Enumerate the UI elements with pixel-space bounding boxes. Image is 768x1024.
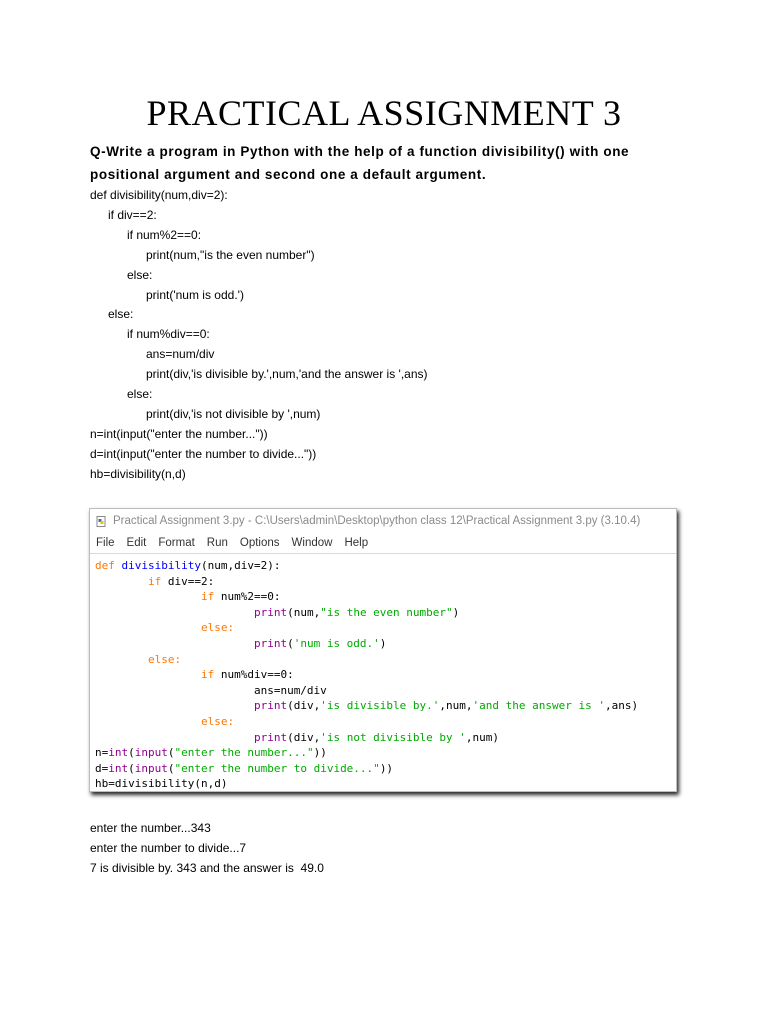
code-line: def divisibility(num,div=2): xyxy=(90,188,228,202)
code-line: if num%div==0: xyxy=(127,327,210,342)
idle-code-line: print('num is odd.') xyxy=(253,636,387,650)
page-title: PRACTICAL ASSIGNMENT 3 xyxy=(146,93,622,133)
idle-window-title: Practical Assignment 3.py - C:\Users\admin\Desktop\python class 12\Practical Assignment 3.py (3.10.4) xyxy=(113,515,641,527)
idle-code-area[interactable] xyxy=(90,554,676,792)
code-line: hb=divisibility(n,d) xyxy=(90,466,186,481)
code-line: ans=num/div xyxy=(146,347,215,362)
idle-code-line: else: xyxy=(200,714,235,728)
python-file-icon xyxy=(96,516,107,527)
menu-options[interactable]: Options xyxy=(239,537,280,549)
idle-title-bar xyxy=(90,509,676,533)
idle-code-line: def divisibility(num,div=2): xyxy=(95,559,281,572)
question-text xyxy=(90,140,690,186)
program-output xyxy=(90,818,324,878)
menu-window[interactable]: Window xyxy=(291,537,333,549)
code-line: else: xyxy=(108,307,134,322)
idle-code-line: ans=num/div xyxy=(253,683,327,697)
menu-edit[interactable]: Edit xyxy=(126,537,147,549)
idle-code-line: if num%2==0: xyxy=(200,590,281,604)
code-line: print(num,"is the even number") xyxy=(146,247,315,262)
output-line: 7 is divisible by. 343 and the answer is 49.0 xyxy=(90,861,324,875)
idle-editor-screenshot xyxy=(89,508,677,792)
menu-help[interactable]: Help xyxy=(344,537,369,549)
code-line: print(div,'is divisible by.',num,'and the answer is ',ans) xyxy=(146,367,428,382)
idle-code-line: if num%div==0: xyxy=(200,668,294,682)
code-line: print('num is odd.') xyxy=(146,287,244,302)
idle-code-line: hb=divisibility(n,d) xyxy=(95,777,228,791)
code-line: if num%2==0: xyxy=(127,227,202,242)
code-line: else: xyxy=(127,387,153,402)
menu-run[interactable]: Run xyxy=(206,537,228,549)
idle-code-line: print(div,'is not divisible by ',num) xyxy=(253,730,500,744)
output-line: enter the number...343 xyxy=(90,821,211,835)
code-line: if div==2: xyxy=(108,207,157,222)
idle-code-line: else: xyxy=(200,621,235,635)
menu-file[interactable]: File xyxy=(96,537,115,549)
question-line: positional argument and second one a default argument. xyxy=(90,167,487,182)
menu-format[interactable]: Format xyxy=(158,537,195,549)
idle-code-line: print(num,"is the even number") xyxy=(253,605,460,619)
code-line: n=int(input("enter the number...")) xyxy=(90,426,268,441)
output-line: enter the number to divide...7 xyxy=(90,841,247,855)
question-line: Q-Write a program in Python with the help of a function divisibility() with one xyxy=(90,144,630,159)
idle-code-line: d=int(input("enter the number to divide...")) xyxy=(95,761,394,775)
code-line: d=int(input("enter the number to divide...")) xyxy=(90,446,317,461)
code-listing xyxy=(90,186,428,485)
idle-code-line: print(div,'is divisible by.',num,'and the answer is ',ans) xyxy=(253,699,639,713)
code-line: else: xyxy=(127,267,153,282)
idle-code-line: n=int(input("enter the number...")) xyxy=(95,746,327,760)
idle-code-line: if div==2: xyxy=(147,574,215,588)
idle-menu-bar xyxy=(90,533,676,554)
code-line: print(div,'is not divisible by ',num) xyxy=(146,406,321,421)
idle-code-line: else: xyxy=(147,652,182,666)
